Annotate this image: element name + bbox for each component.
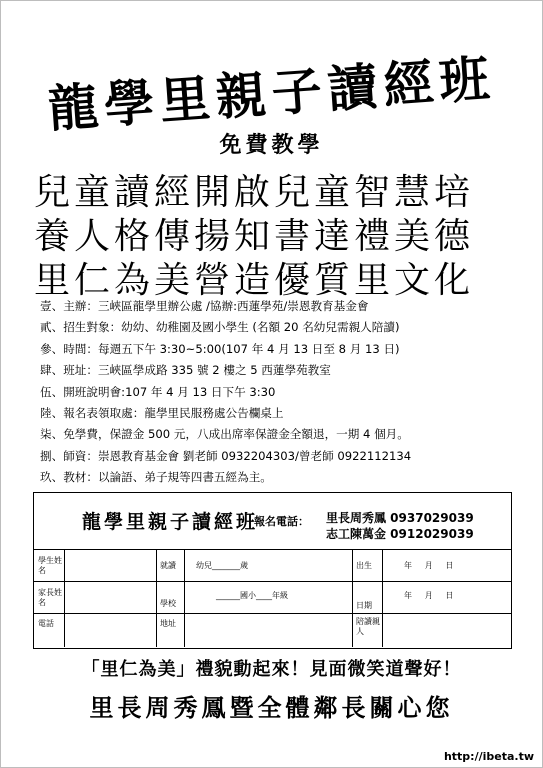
- label-school: 學校: [160, 599, 176, 608]
- parent-name-field[interactable]: [67, 585, 155, 611]
- slogan-line-1: 兒童讀經開啟兒童智慧培: [34, 172, 475, 213]
- form-col-divider: [352, 549, 353, 647]
- footer-signature: 里長周秀鳳暨全體鄰長關心您: [89, 693, 454, 722]
- form-col-divider: [382, 549, 383, 647]
- info-item-eligibility: 貳、招生對象：幼幼、幼稚園及國小學生 (名額 20 名幼兒需親人陪讀): [40, 320, 400, 335]
- slogan-line-2: 養人格傳揚知書達禮美德: [34, 216, 475, 257]
- date-field[interactable]: 年 月 日: [404, 591, 454, 600]
- kindergarten-age-field[interactable]: 幼兒_______歲: [196, 561, 248, 570]
- flyer-subtitle: 免費教學: [219, 132, 324, 158]
- label-date: 日期: [356, 601, 372, 610]
- form-col-divider: [64, 549, 65, 647]
- form-row-divider: [34, 581, 511, 582]
- registration-form: [33, 492, 512, 649]
- info-item-organizer: 壹、主辦：三峽區龍學里辦公處 /協辦:西蓮學苑/崇恩教育基金會: [40, 299, 369, 313]
- info-item-location: 肆、班址：三峽區學成路 335 號 2 樓之 5 西蓮學苑教室: [40, 363, 331, 378]
- info-item-form-pickup: 陸、報名表領取處：龍學里民服務處公告欄桌上: [40, 405, 284, 420]
- slogan-line-3: 里仁為美營造優質里文化: [34, 260, 475, 301]
- birth-date-field[interactable]: 年 月 日: [404, 561, 454, 570]
- form-title: 龍學里親子讀經班: [82, 511, 259, 533]
- form-col-divider: [156, 549, 157, 647]
- info-item-briefing: 伍、開班說明會:107 年 4 月 13 日下午 3:30: [40, 384, 276, 399]
- label-birth: 出生: [356, 561, 372, 570]
- watermark: http://ibeta.tw: [441, 749, 537, 764]
- info-item-materials: 玖、教材：以論語、弟子規等四書五經為主。: [40, 470, 272, 485]
- label-parent-name: 家長姓名: [38, 588, 62, 607]
- school-grade-field[interactable]: ______國小____年級: [216, 591, 288, 600]
- info-item-teachers: 捌、師資：崇恩教育基金會 劉老師 0932204303/曾老師 0922112134: [40, 448, 412, 463]
- contact-chief: 里長周秀鳳 0937029039: [326, 511, 474, 525]
- form-col-divider: [184, 549, 185, 647]
- form-row-divider: [34, 613, 511, 614]
- info-item-fees: 柒、免學費，保證金 500 元，八成出席率保證金全額退，一期 4 個月。: [40, 427, 409, 442]
- flyer-title: 龍學里親子讀經班: [46, 48, 498, 139]
- student-name-field[interactable]: [67, 553, 155, 579]
- label-companion: 陪讀親人: [356, 617, 380, 636]
- form-phone-label: 報名電話：: [254, 515, 309, 528]
- info-item-time: 參、時間：每週五下午 3:30~5:00(107 年 4 月 13 日至 8 月 13 日): [40, 341, 400, 356]
- label-enrolled: 就讀: [160, 561, 176, 570]
- label-phone: 電話: [38, 619, 54, 628]
- info-list: [40, 296, 530, 489]
- phone-field[interactable]: [67, 617, 155, 643]
- address-field[interactable]: [188, 617, 350, 643]
- label-address: 地址: [160, 619, 176, 628]
- companion-field[interactable]: [386, 617, 506, 643]
- contact-volunteer: 志工陳萬金 0912029039: [326, 527, 474, 541]
- form-header: [34, 493, 511, 550]
- label-student-name: 學生姓名: [38, 556, 62, 575]
- bottom-slogan: 「里仁為美」禮貌動起來！見面微笑道聲好！: [81, 659, 462, 680]
